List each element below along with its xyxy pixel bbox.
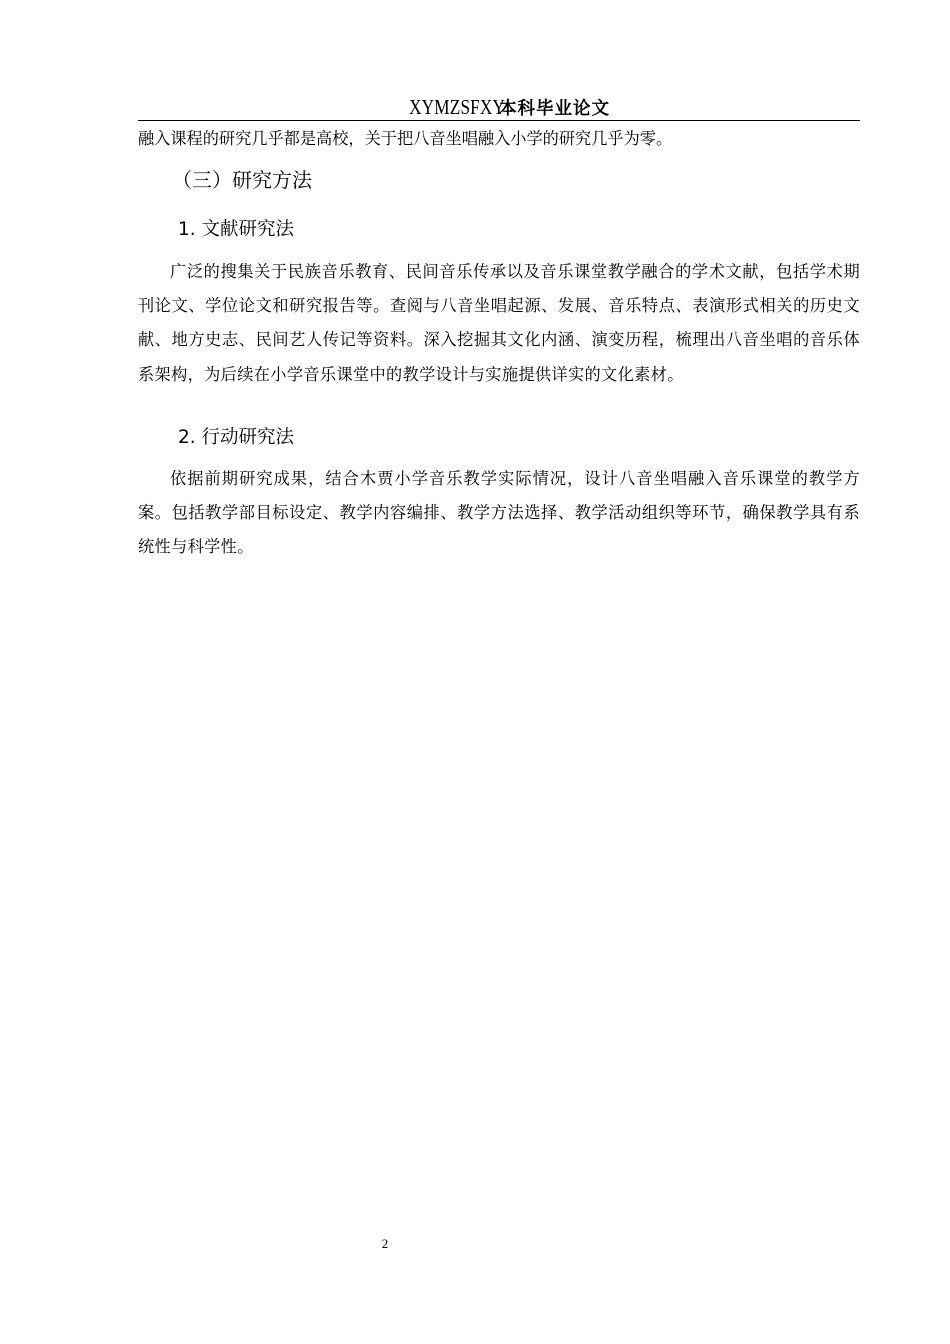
paragraph-literature: 广泛的搜集关于民族音乐教育、民间音乐传承以及音乐课堂教学融合的学术文献，包括学术期刊论文、学位论文和研究报告等。查阅与八音坐唱起源、发展、音乐特点、表演形式相关的历史文献、地方史志、民间艺人传记等资料。深入挖掘其文化内涵、演变历程，梳理出八音坐唱的音乐体系架构，为后续在小学音乐课堂中的教学设计与实施提供详实的文化素材。	[138, 262, 860, 384]
page-number: 2	[381, 1236, 389, 1251]
paragraph-action: 依据前期研究成果，结合木贾小学音乐教学实际情况，设计八音坐唱融入音乐课堂的教学方案。包括教学部目标设定、教学内容编排、教学方法选择、教学活动组织等环节，确保教学具有系统性与科学性。	[138, 469, 860, 557]
continuation-text: 融入课程的研究几乎都是高校，关于把八音坐唱融入小学的研究几乎为零。	[138, 129, 673, 148]
subsection-heading-literature: 1. 文献研究法	[178, 219, 295, 240]
section-heading: （三）研究方法	[172, 168, 312, 192]
header-title: 本科毕业论文	[499, 99, 611, 119]
page-header	[138, 94, 860, 121]
subsection-heading-action: 2. 行动研究法	[178, 427, 295, 448]
header-code: XYMZSFXY	[409, 95, 506, 119]
